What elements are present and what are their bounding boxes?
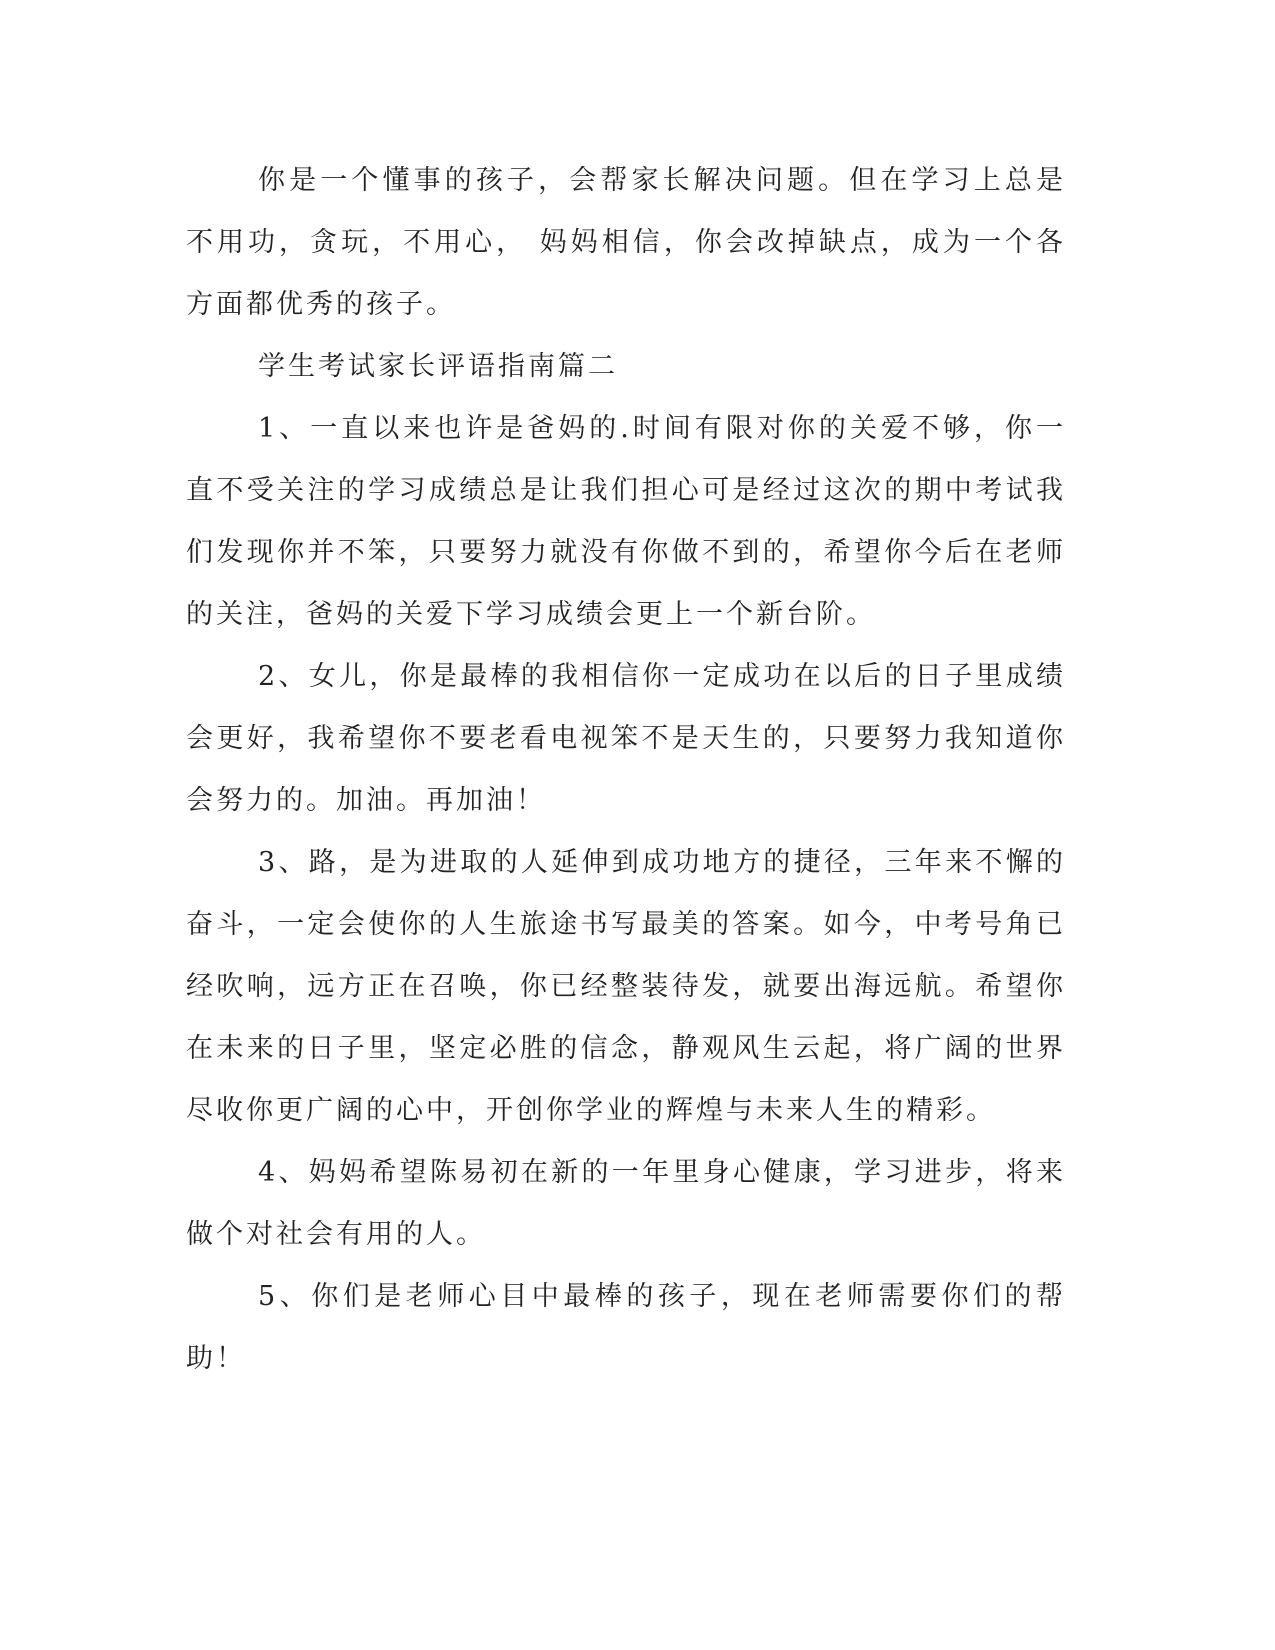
paragraph-item-3: 3、路，是为进取的人延伸到成功地方的捷径，三年来不懈的奋斗，一定会使你的人生旅途书写最美的答案。如今，中考号角已经吹响，远方正在召唤，你已经整装待发，就要出海远航。希望你在未来的日子里，坚定必胜的信念，静观风生云起，将广阔的世界尽收你更广阔的心中，开创你学业的辉煌与未来人生的精彩。 — [186, 847, 1066, 1126]
section-heading: 学生考试家长评语指南篇二 — [258, 351, 618, 382]
paragraph-intro: 你是一个懂事的孩子，会帮家长解决问题。但在学习上总是不用功，贪玩，不用心， 妈妈相信，你会改掉缺点，成为一个各方面都优秀的孩子。 — [186, 165, 1066, 320]
document-body — [186, 150, 1066, 1390]
paragraph-item-5: 5、你们是老师心目中最棒的孩子，现在老师需要你们的帮助！ — [186, 1281, 1066, 1374]
paragraph-item-1: 1、一直以来也许是爸妈的.时间有限对你的关爱不够，你一直不受关注的学习成绩总是让我们担心可是经过这次的期中考试我们发现你并不笨，只要努力就没有你做不到的，希望你今后在老师的关注，爸妈的关爱下学习成绩会更上一个新台阶。 — [186, 413, 1066, 630]
paragraph-item-2: 2、女儿，你是最棒的我相信你一定成功在以后的日子里成绩会更好，我希望你不要老看电视笨不是天生的，只要努力我知道你会努力的。加油。再加油！ — [186, 661, 1066, 816]
paragraph-item-4: 4、妈妈希望陈易初在新的一年里身心健康，学习进步，将来做个对社会有用的人。 — [186, 1157, 1066, 1250]
